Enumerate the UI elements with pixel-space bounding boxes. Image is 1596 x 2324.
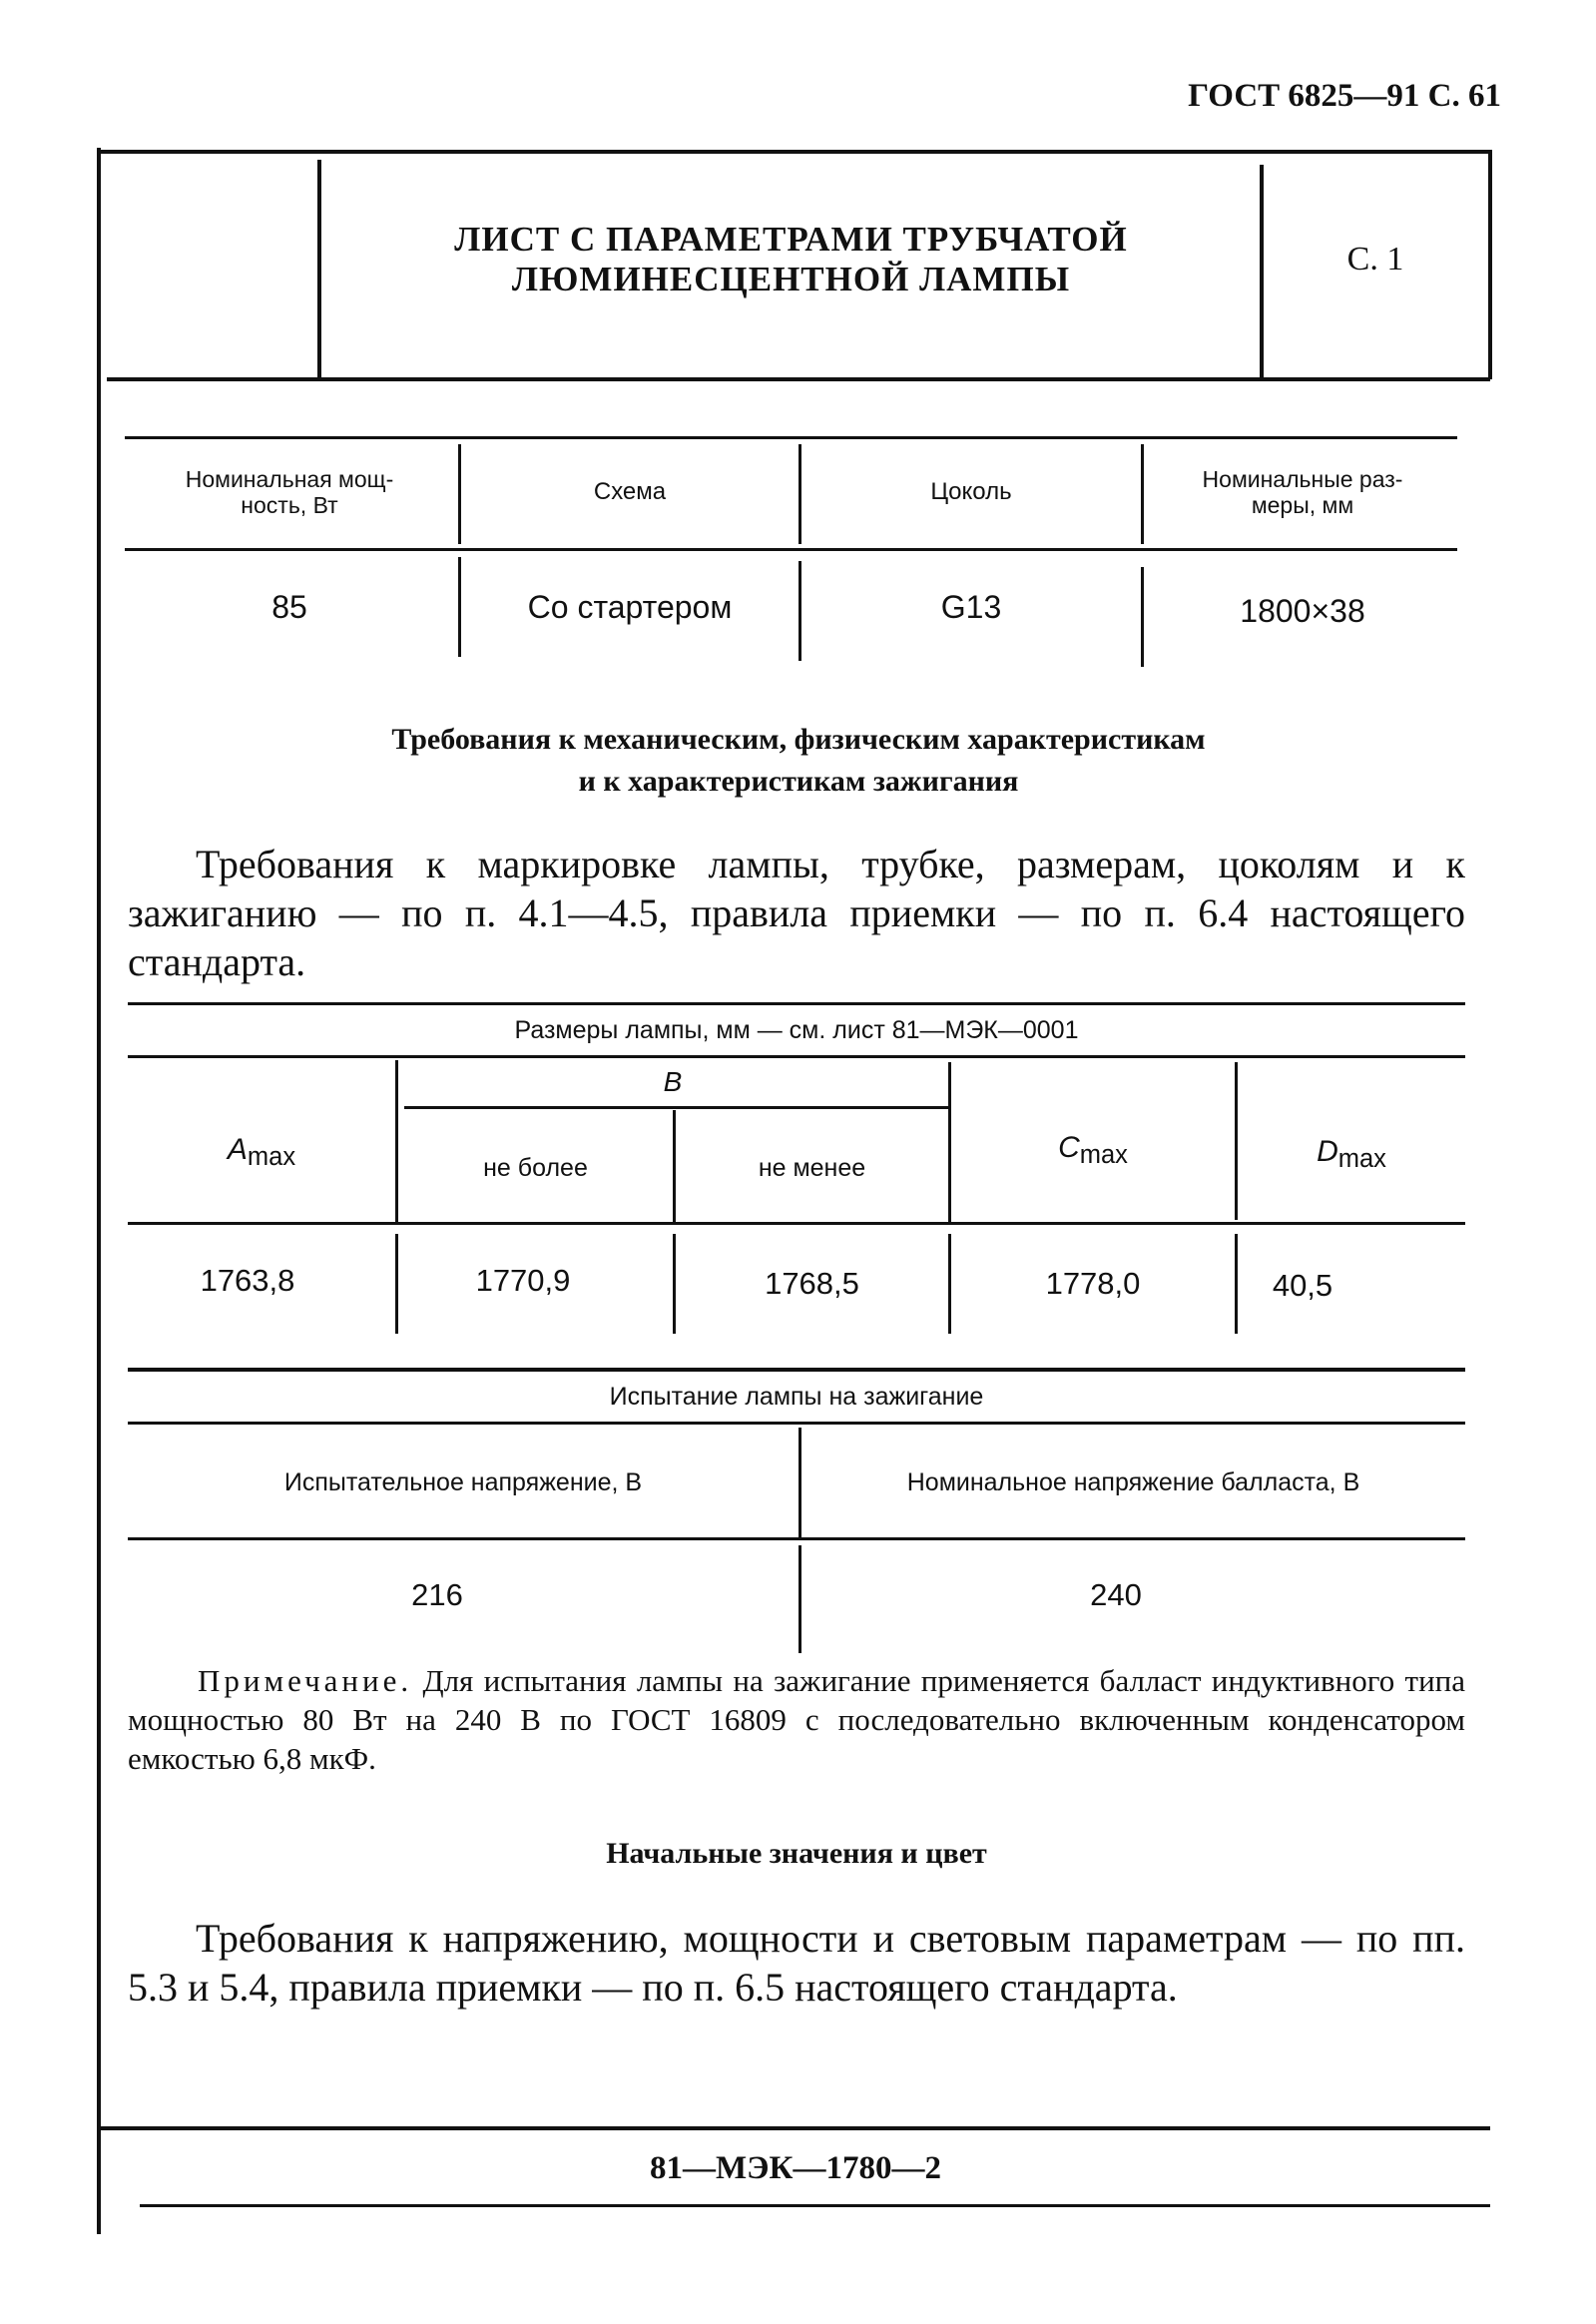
dims-a-letter: A	[227, 1133, 248, 1167]
dims-header-b-not-less: не менее	[758, 1153, 866, 1182]
dims-value-b-not-less: 1768,5	[765, 1265, 859, 1301]
footer-top-rule	[101, 2126, 1490, 2130]
dims-value-c: 1778,0	[1045, 1265, 1141, 1301]
dims-d-letter: D	[1317, 1135, 1338, 1169]
ignition-header-test-voltage: Испытательное напряжение, В	[283, 1467, 643, 1496]
note-text: Для испытания лампы на зажигание применяется балласт индуктивного типа мощностью 80 Вт на 240 В по ГОСТ 16809 с последовательно включенным конденсатором емкостью 6,8 мкФ.	[128, 1663, 1466, 1776]
dims-caption-rule	[128, 1055, 1465, 1058]
params-divider-3	[1141, 444, 1144, 544]
dims-header-d	[1238, 1110, 1465, 1200]
note	[128, 1662, 1465, 1778]
dims-value-b-not-more: 1770,9	[475, 1262, 571, 1298]
params-value-power: 85	[271, 588, 307, 625]
section2-text: Требования к напряжению, мощности и световым параметрам — по пп. 5.3 и 5.4, правила приемки — по п. 6.5 настоящего стандарта.	[128, 1916, 1465, 2010]
dims-header-c	[951, 1106, 1235, 1196]
title-divider-right	[1260, 165, 1264, 377]
params-header-power: Номинальная мощ-ность, Вт	[185, 465, 394, 518]
section1-heading	[200, 719, 1397, 803]
footer-bottom-rule	[140, 2204, 1490, 2207]
ignition-header-ballast-voltage: Номинальное напряжение балласта, В	[906, 1467, 1360, 1496]
dims-table-top-rule	[128, 1002, 1465, 1005]
ignition-value-ballast-voltage: 240	[1090, 1576, 1142, 1612]
ignition-value-test-voltage: 216	[411, 1576, 463, 1612]
sheet-number: С. 1	[1346, 241, 1404, 279]
ignition-header-rule	[128, 1537, 1465, 1540]
dims-value-a: 1763,8	[200, 1262, 295, 1298]
frame-right-rule	[1488, 150, 1492, 379]
dims-header-b-not-more: не более	[483, 1153, 588, 1182]
params-header-base: Цоколь	[930, 478, 1012, 506]
params-header-rule	[125, 548, 1457, 551]
ignition-table-top-rule	[128, 1368, 1465, 1372]
frame-top-rule	[97, 150, 1492, 154]
params-value-scheme: Со стартером	[527, 588, 733, 625]
section1-heading-line1: Требования к механическим, физическим характеристикам	[391, 723, 1206, 756]
ignition-caption-rule	[128, 1422, 1465, 1425]
dims-header-a	[128, 1108, 395, 1198]
section2-heading: Начальные значения и цвет	[606, 1837, 987, 1870]
section1-heading-line2: и к характеристикам зажигания	[578, 765, 1019, 798]
frame-left-rule	[97, 148, 101, 2234]
title-line-2: ЛЮМИНЕСЦЕНТНОЙ ЛАМПЫ	[511, 260, 1071, 298]
dims-c-letter: C	[1058, 1131, 1080, 1165]
params-value-dimensions: 1800×38	[1240, 592, 1365, 629]
dims-d-label	[1317, 1135, 1386, 1174]
params-row-divider-3	[1141, 567, 1144, 667]
dims-caption: Размеры лампы, мм — см. лист 81—МЭК—0001	[514, 1015, 1079, 1044]
dims-a-sub: max	[247, 1143, 296, 1172]
params-header-scheme: Схема	[593, 478, 667, 506]
dims-b-subrule	[404, 1106, 948, 1109]
note-label: Примечание.	[198, 1663, 413, 1698]
dims-b-letter: B	[663, 1066, 683, 1098]
footer-code: 81—МЭК—1780—2	[650, 2150, 941, 2187]
title-bottom-rule	[107, 377, 1490, 381]
dims-c-sub: max	[1079, 1141, 1128, 1170]
section1-text: Требования к маркировке лампы, трубке, размерам, цоколям и к зажиганию — по п. 4.1—4.5, правила приемки — по п. 6.4 настоящего стандарта.	[128, 842, 1465, 984]
params-table-top-rule	[125, 436, 1457, 439]
page-reference: ГОСТ 6825—91 С. 61	[1188, 78, 1501, 114]
dims-header-b	[398, 1060, 947, 1105]
dims-d-sub: max	[1337, 1145, 1386, 1174]
dims-a-label	[228, 1133, 295, 1172]
params-value-base: G13	[940, 588, 1002, 625]
dims-header-rule	[128, 1222, 1465, 1225]
dims-c-label	[1058, 1131, 1128, 1170]
title-block-title	[324, 200, 1258, 319]
params-header-dimensions: Номинальные раз-меры, мм	[1202, 465, 1403, 518]
title-line-1: ЛИСТ С ПАРАМЕТРАМИ ТРУБЧАТОЙ	[454, 219, 1128, 259]
dims-value-d: 40,5	[1272, 1267, 1333, 1303]
title-divider-left	[317, 160, 321, 377]
ignition-caption: Испытание лампы на зажигание	[609, 1382, 984, 1411]
